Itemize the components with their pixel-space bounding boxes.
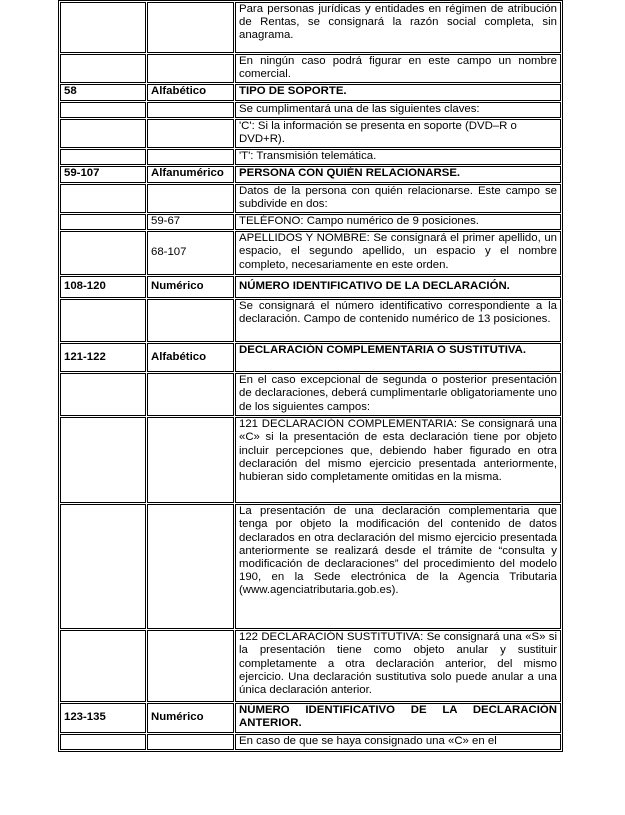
description-cell: En el caso excepcional de segunda o posterior presentación de declaraciones, deberá cumplimentarle obligatoriamente uno de los siguientes campos:	[235, 373, 561, 416]
table-row	[60, 214, 561, 230]
type-cell	[147, 734, 234, 750]
type-cell	[147, 149, 234, 165]
field-title: TIPO DE SOPORTE.	[235, 84, 561, 100]
type-cell	[147, 184, 234, 213]
field-spec-table	[58, 0, 563, 752]
field-header-row	[60, 166, 561, 182]
description-cell: Se consignará el número identificativo correspondiente a la declaración. Campo de contenido numérico de 13 posiciones.	[235, 299, 561, 342]
table-row	[60, 630, 561, 702]
description-cell: 'C': Si la información se presenta en soporte (DVD–R o DVD+R).	[235, 119, 561, 148]
description-cell: 122 DECLARACIÓN SUSTITUTIVA: Se consignará una «S» si la presentación tiene como objeto anular y sustituir completamente a otra declaración anterior, del mismo ejercicio. Una declaración sustitutiva solo puede anular a una única declaración anterior.	[235, 630, 561, 702]
position-cell: 59-107	[60, 166, 146, 182]
field-title: NÚMERO IDENTIFICATIVO DE LA DECLARACIÓN.	[235, 276, 561, 298]
subfield-position-cell: 59-67	[147, 214, 234, 230]
type-cell	[147, 417, 234, 503]
description-cell: En caso de que se haya consignado una «C» en el	[235, 734, 561, 750]
field-header-row	[60, 703, 561, 732]
description-cell: La presentación de una declaración complementaria que tenga por objeto la modificación del contenido de datos declarados en otra declaración del mismo ejercicio presentada anteriormente se realizará desde el trámite de “consulta y modificación de declaraciones” del procedimiento del modelo 190, en la Sede electrónica de la Agencia Tributaria (www.agenciatributaria.gob.es).	[235, 504, 561, 629]
field-title: DECLARACIÓN COMPLEMENTARIA O SUSTITUTIVA.	[235, 343, 561, 372]
field-header-row	[60, 84, 561, 100]
table-row	[60, 2, 561, 53]
type-cell: Alfabético	[147, 343, 234, 372]
description-cell: En ningún caso podrá figurar en este campo un nombre comercial.	[235, 54, 561, 83]
position-cell	[60, 504, 146, 629]
position-cell	[60, 119, 146, 148]
description-cell: 121 DECLARACIÓN COMPLEMENTARIA: Se consignará una «C» si la presentación de esta declaración tiene por objeto incluir percepciones que, debiendo haber figurado en otra declaración del mismo ejercicio presentada anteriormente, hubieran sido completamente omitidas en la misma.	[235, 417, 561, 503]
type-cell	[147, 299, 234, 342]
description-cell: Se cumplimentará una de las siguientes claves:	[235, 102, 561, 118]
position-cell: 58	[60, 84, 146, 100]
type-cell	[147, 54, 234, 83]
position-cell	[60, 149, 146, 165]
position-cell	[60, 630, 146, 702]
type-cell	[147, 2, 234, 53]
type-cell: Numérico	[147, 276, 234, 298]
position-cell	[60, 373, 146, 416]
table-row	[60, 54, 561, 83]
position-cell	[60, 299, 146, 342]
position-cell	[60, 184, 146, 213]
table-row	[60, 149, 561, 165]
description-cell: 'T': Transmisión telemática.	[235, 149, 561, 165]
type-cell	[147, 630, 234, 702]
table-row	[60, 102, 561, 118]
table-row	[60, 184, 561, 213]
table-row	[60, 231, 561, 275]
subfield-position-cell: 68-107	[147, 231, 234, 275]
table-row	[60, 734, 561, 750]
type-cell	[147, 504, 234, 629]
position-cell	[60, 231, 146, 275]
description-cell: TELÉFONO: Campo numérico de 9 posiciones.	[235, 214, 561, 230]
position-cell	[60, 102, 146, 118]
type-cell: Numérico	[147, 703, 234, 732]
position-cell	[60, 417, 146, 503]
table-row	[60, 299, 561, 342]
field-title: PERSONA CON QUIÉN RELACIONARSE.	[235, 166, 561, 182]
table-row	[60, 504, 561, 629]
type-cell: Alfabético	[147, 84, 234, 100]
type-cell: Alfanumérico	[147, 166, 234, 182]
position-cell: 121-122	[60, 343, 146, 372]
field-title: NÚMERO IDENTIFICATIVO DE LA DECLARACIÓN ANTERIOR.	[235, 703, 561, 732]
description-cell: Para personas jurídicas y entidades en régimen de atribución de Rentas, se consignará la razón social completa, sin anagrama.	[235, 2, 561, 53]
type-cell	[147, 119, 234, 148]
field-header-row	[60, 276, 561, 298]
table-row	[60, 417, 561, 503]
type-cell	[147, 102, 234, 118]
position-cell	[60, 214, 146, 230]
position-cell	[60, 734, 146, 750]
position-cell	[60, 54, 146, 83]
position-cell: 123-135	[60, 703, 146, 732]
description-cell: Datos de la persona con quién relacionarse. Este campo se subdivide en dos:	[235, 184, 561, 213]
description-cell: APELLIDOS Y NOMBRE: Se consignará el primer apellido, un espacio, el segundo apellido, un espacio y el nombre completo, necesariamente en este orden.	[235, 231, 561, 275]
document-page	[58, 0, 561, 752]
type-cell	[147, 373, 234, 416]
table-row	[60, 373, 561, 416]
position-cell: 108-120	[60, 276, 146, 298]
position-cell	[60, 2, 146, 53]
field-header-row	[60, 343, 561, 372]
table-row	[60, 119, 561, 148]
